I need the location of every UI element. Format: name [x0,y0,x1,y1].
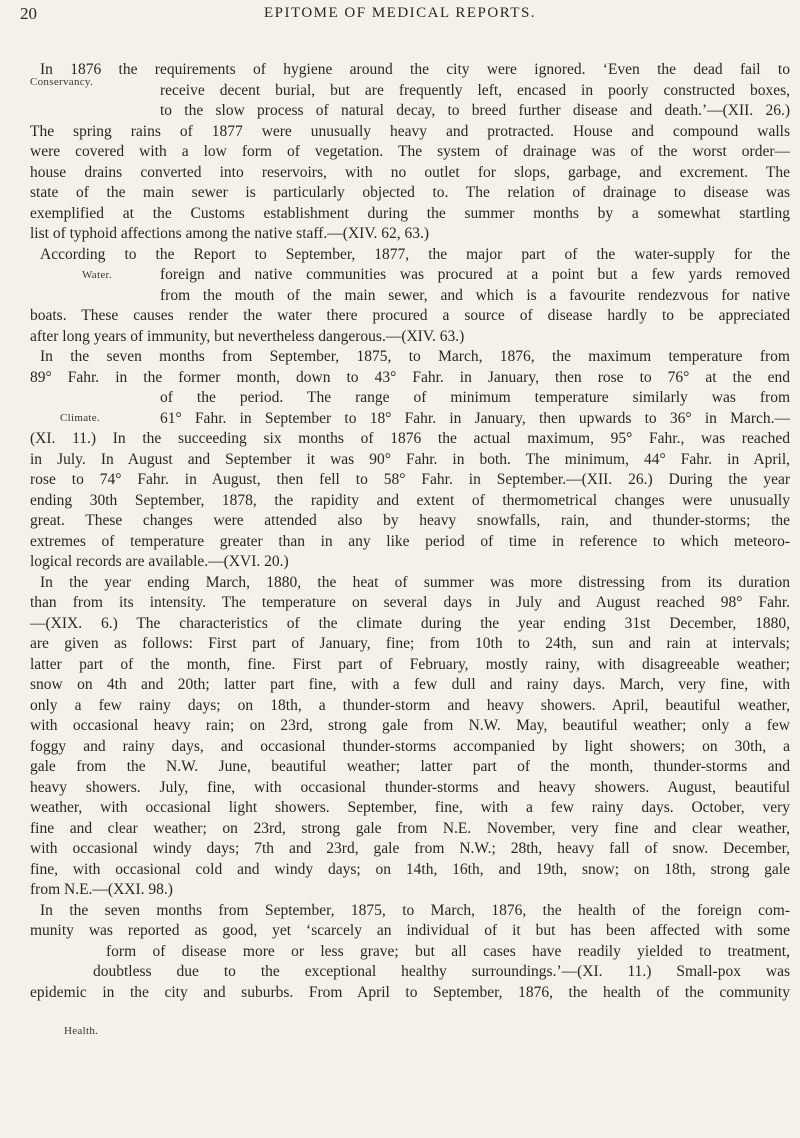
margin-note-health: Health. [64,1025,99,1037]
margin-note-climate: Climate. [60,412,100,424]
text-line: to the slow process of natural decay, to breed further disease and death.’—(XII. 26.) [160,102,790,119]
text-line: form of disease more or less grave; but all cases have readily yielded to treatment, [106,942,790,960]
text-line: munity was reported as good, yet ‘scarcely an individual of it but has been affected with some [30,922,790,939]
text-line: According to the Report to September, 1877, the major part of the water-supply for the [40,245,790,263]
text-line: heavy showers. July, fine, with occasional thunder-storms and heavy showers. August, beautiful [30,778,790,796]
text-line: weather, with occasional light showers. September, fine, with a few rainy days. October, very [30,799,790,816]
text-line: foreign and native communities was procured at a point but a few yards removed [160,266,790,283]
text-line: logical records are available.—(XVI. 20.) [30,553,289,570]
text-line: with occasional windy days; 7th and 23rd, gale from N.W.; 28th, heavy fall of snow. December, [30,840,790,857]
text-line: foggy and rainy days, and occasional thunder-storms accompanied by light showers; on 30th, a [30,737,790,755]
text-line: ending 30th September, 1878, the rapidity and extent of thermometrical changes were unusually [30,491,790,509]
text-line: state of the main sewer is particularly objected to. The relation of drainage to disease was [30,184,790,201]
page-number: 20 [20,4,37,23]
running-title: EPITOME OF MEDICAL REPORTS. [263,5,537,21]
text-line: house drains converted into reservoirs, with no outlet for slops, garbage, and excrement. The [30,163,790,181]
text-line: receive decent burial, but are frequently left, encased in poorly constructed boxes, [160,81,790,99]
text-line: fine, with occasional cold and windy days; on 14th, 16th, and 19th, snow; on 18th, strong gale [30,860,790,878]
text-line: are given as follows: First part of January, fine; from 10th to 24th, sun and rain at intervals; [30,635,790,652]
text-line: from the mouth of the main sewer, and which is a favourite rendezvous for native [160,286,790,304]
text-line: —(XIX. 6.) The characteristics of the climate during the year ending 31st December, 1880, [30,614,790,632]
text-line: In the seven months from September, 1875, to March, 1876, the maximum temperature from [40,348,790,365]
text-line: The spring rains of 1877 were unusually heavy and protracted. House and compound walls [30,122,790,140]
text-line: rose to 74° Fahr. in August, then fell to 58° Fahr. in September.—(XII. 26.) During the year [30,471,790,488]
text-line: In the seven months from September, 1875, to March, 1876, the health of the foreign com- [40,901,790,919]
margin-note-conservancy: Conservancy. [30,76,94,88]
text-line: were covered with a low form of vegetation. The system of drainage was of the worst order— [30,143,790,160]
text-line: extremes of temperature greater than in any like period of time in reference to which meteoro- [30,532,790,550]
text-line: with occasional heavy rain; on 23rd, strong gale from N.W. May, beautiful weather; only a few [30,717,790,734]
text-line: gale from the N.W. June, beautiful weather; latter part of the month, thunder-storms and [30,758,790,775]
text-line: latter part of the month, fine. First part of February, mostly rainy, with disagreeable weather; [30,655,790,673]
text-line: In the year ending March, 1880, the heat of summer was more distressing from its duration [40,573,790,591]
text-line: great. These changes were attended also by heavy snowfalls, rain, and thunder-storms; the [30,512,790,529]
text-line: in July. In August and September it was 90° Fahr. in both. The minimum, 44° Fahr. in April, [30,450,790,468]
text-line: exemplified at the Customs establishment during the summer months by a somewhat startling [30,204,790,222]
margin-note-water: Water. [82,269,112,281]
text-line: epidemic in the city and suburbs. From April to September, 1876, the health of the community [30,983,790,1001]
text-line: from N.E.—(XXI. 98.) [30,881,173,898]
text-line: snow on 4th and 20th; latter part fine, with a few dull and rainy days. March, very fine, with [30,676,790,693]
text-line: 89° Fahr. in the former month, down to 43° Fahr. in January, then rose to 76° at the end [30,368,790,386]
text-line: list of typhoid affections among the native staff.—(XIV. 62, 63.) [30,225,430,242]
text-line: only a few rainy days; on 18th, a thunder-storm and heavy showers. April, beautiful weather, [30,696,790,714]
text-line: after long years of immunity, but nevertheless dangerous.—(XIV. 63.) [30,327,465,345]
page-header [0,2,800,26]
text-line: (XI. 11.) In the succeeding six months of 1876 the actual maximum, 95° Fahr., was reached [30,430,790,447]
text-line: boats. These causes render the water there procured a source of disease hardly to be appreciated [30,307,790,324]
text-line: than from its intensity. The temperature on several days in July and August reached 98° Fahr. [30,594,790,611]
text-line: doubtless due to the exceptional healthy surroundings.’—(XI. 11.) Small-pox was [93,963,790,980]
text-line: of the period. The range of minimum temperature similarly was from [160,389,790,406]
text-line: 61° Fahr. in September to 18° Fahr. in January, then upwards to 36° in March.— [160,409,790,427]
body-text [0,60,800,1003]
text-line: In 1876 the requirements of hygiene around the city were ignored. ‘Even the dead fail to [40,61,790,78]
text-line: fine and clear weather; on 23rd, strong gale from N.E. November, very fine and clear weather, [30,819,790,837]
